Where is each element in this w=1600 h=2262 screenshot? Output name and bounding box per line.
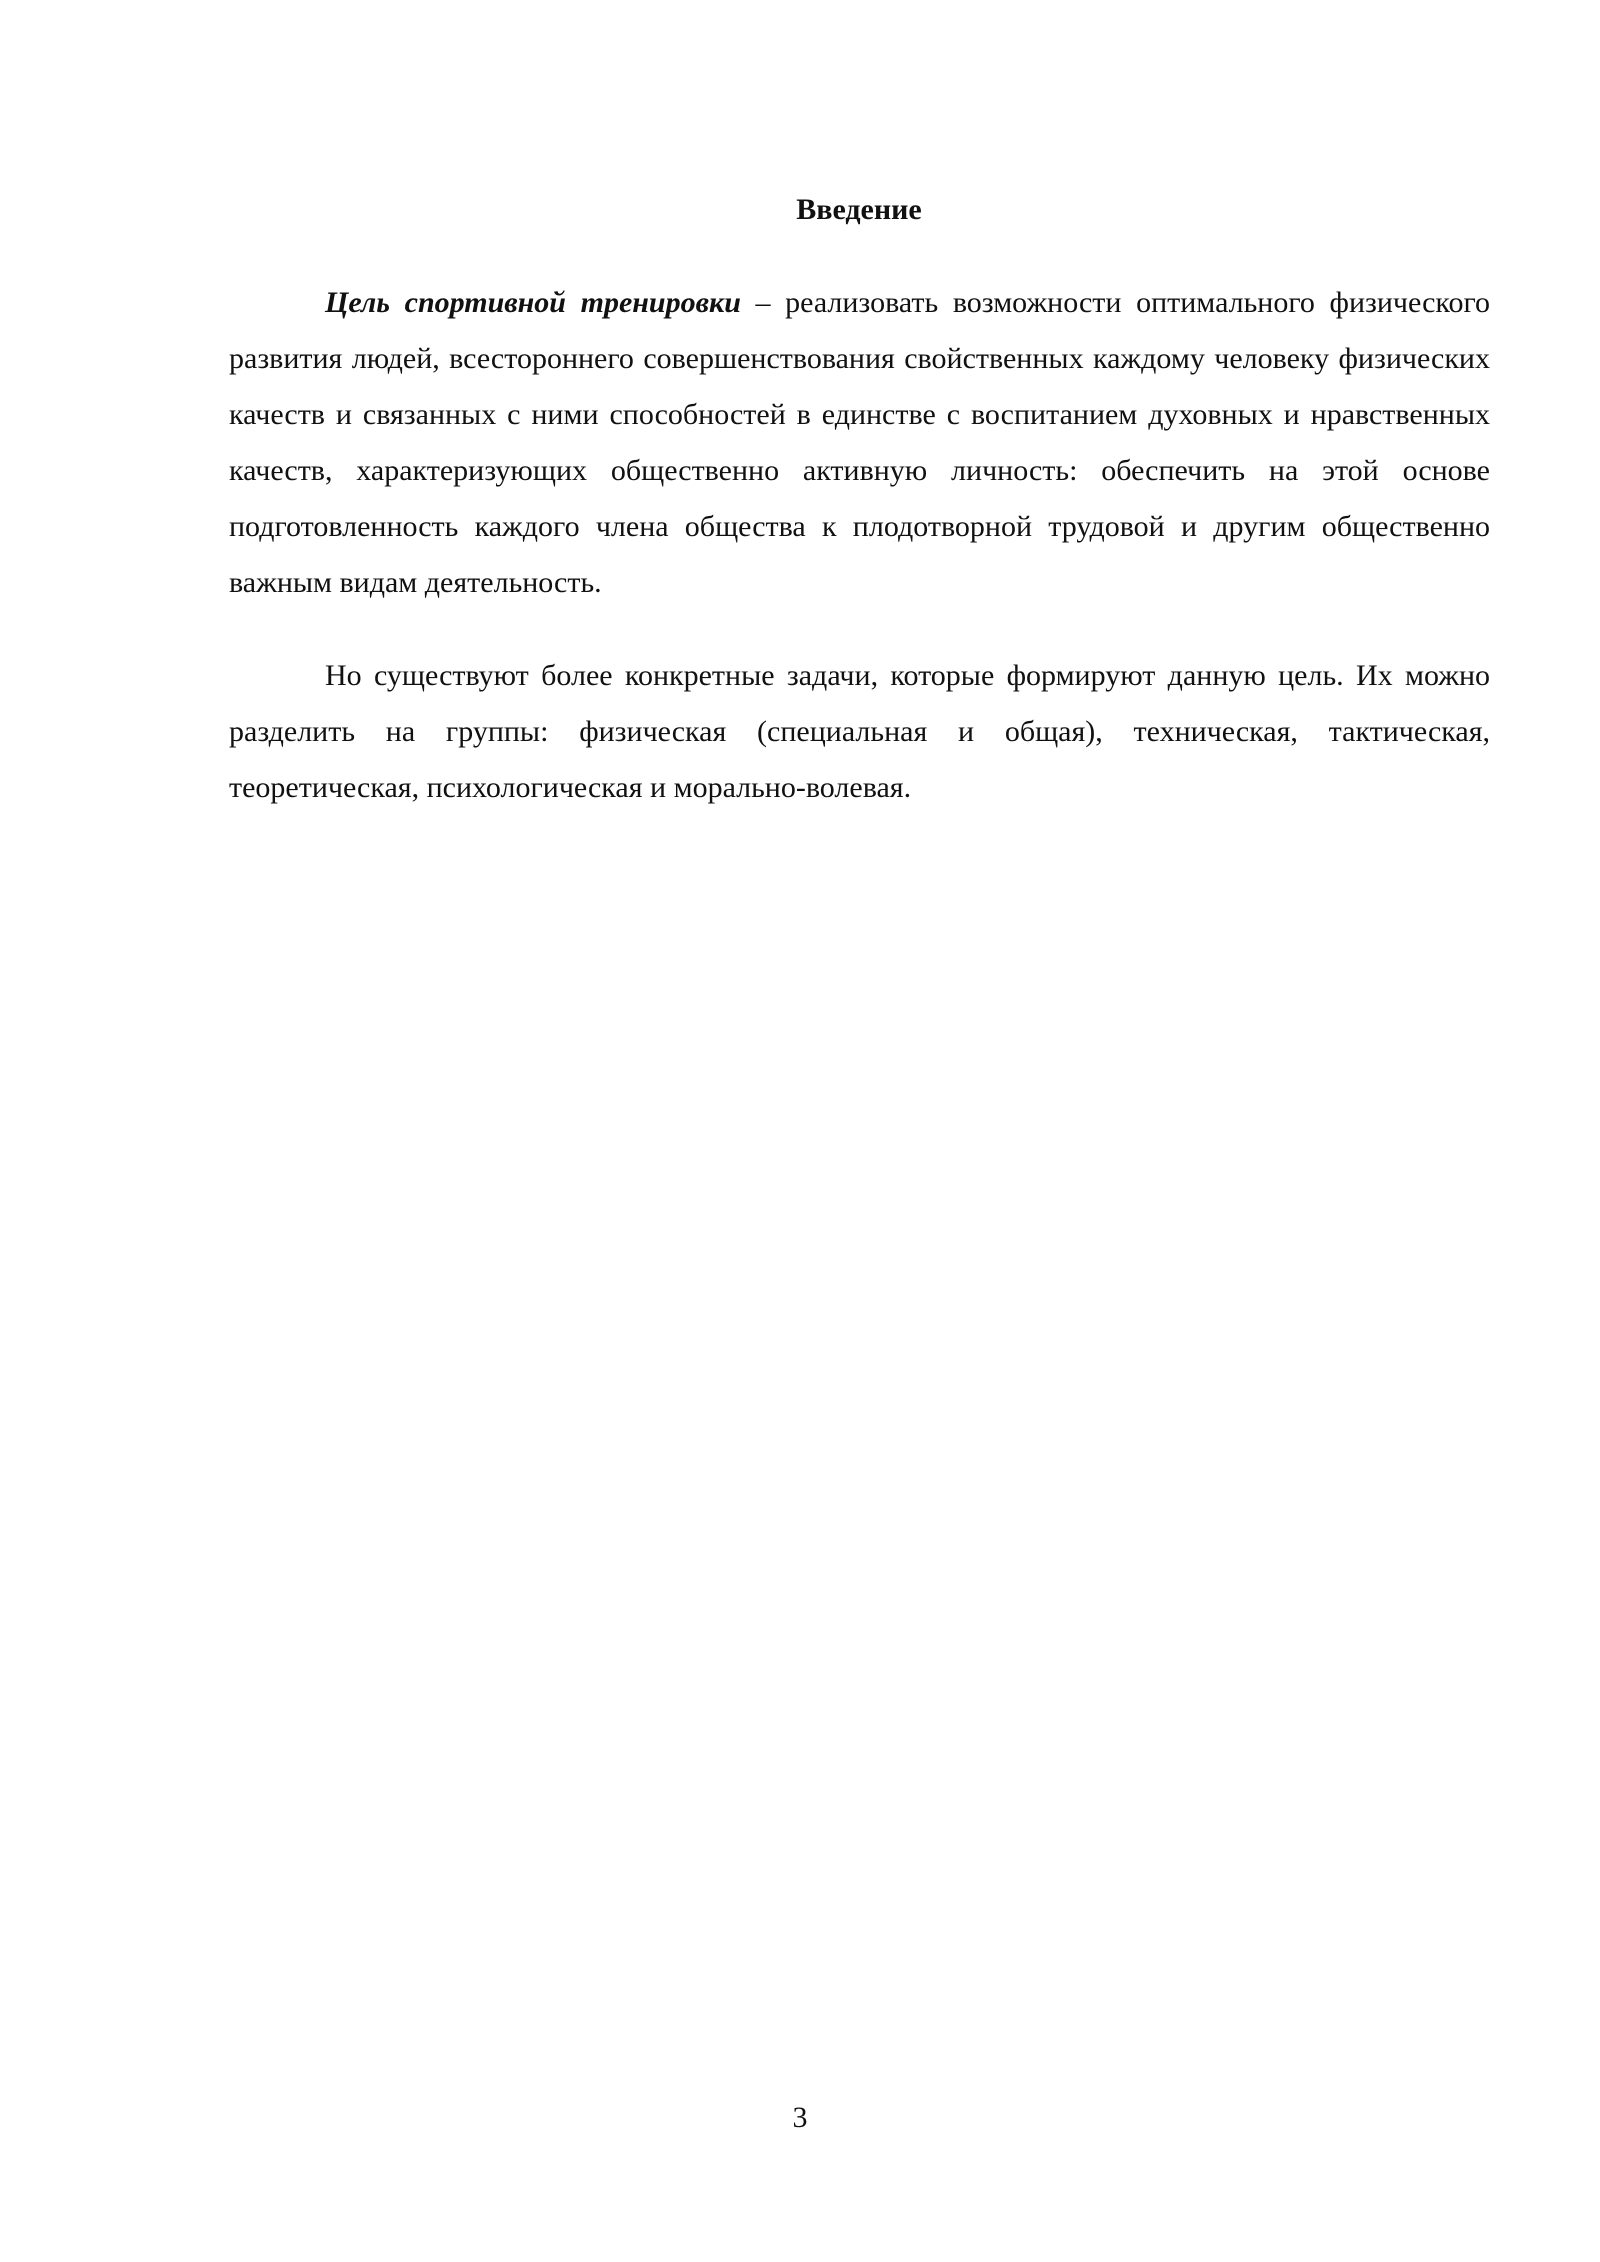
paragraph-tasks: [229, 648, 1490, 816]
paragraph-goal: [229, 275, 1490, 611]
paragraph-term: Цель спортивной тренировки: [325, 286, 741, 319]
paragraph-text: – реализовать возможности оптимального физического развития людей, всестороннего совершенствования свойственных каждому человеку физических качеств и связанных с ними способностей в единстве с воспитанием духовных и нравственных качеств, характеризующих общественно активную личность: обеспечить на этой основе подготовленность каждого члена общества к плодотворной трудовой и другим общественно важным видам деятельность.: [229, 286, 1490, 599]
page-number: 3: [792, 2101, 808, 2134]
page-title: Введение: [796, 193, 922, 226]
paragraph-text: Но существуют более конкретные задачи, которые формируют данную цель. Их можно разделить на группы: физическая (специальная и общая), техническая, тактическая, теоретическая, психологическая и морально-волевая.: [229, 659, 1490, 804]
